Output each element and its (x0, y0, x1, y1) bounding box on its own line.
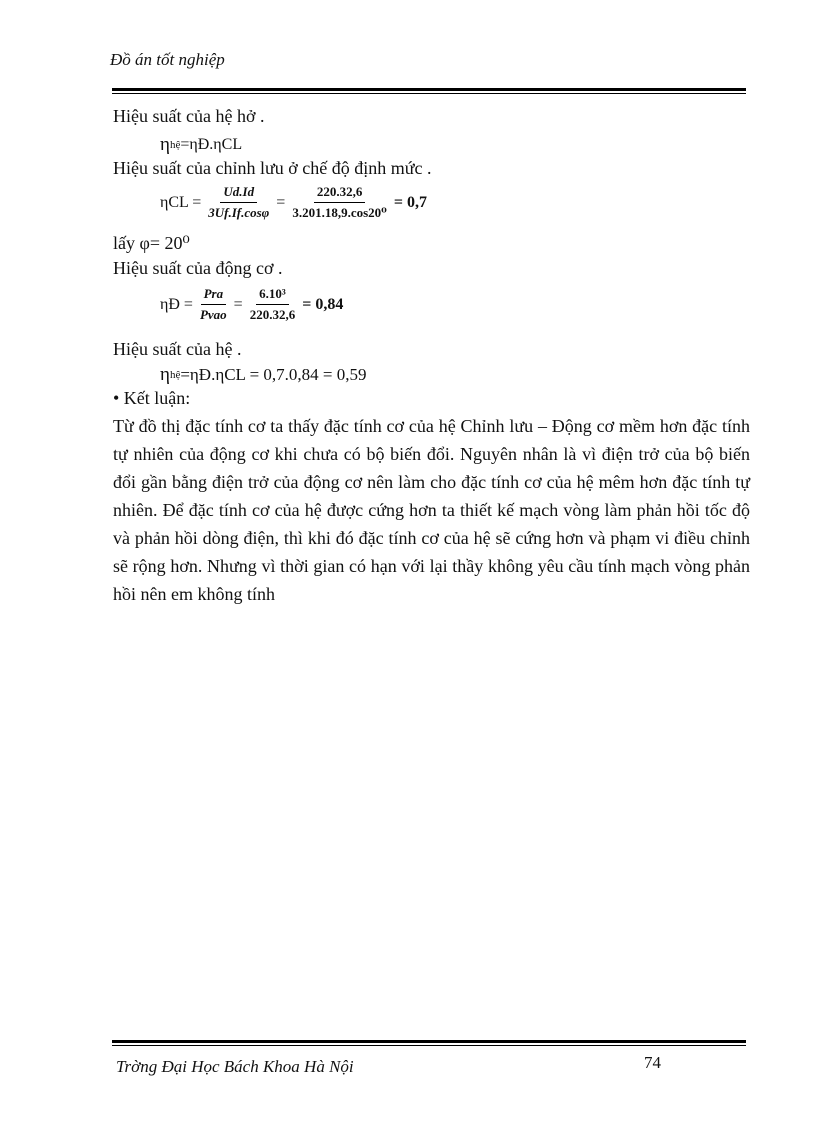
equation-efficiency-motor: ηĐ = $\frac{\text{Pra}}{\text{Pvao}}$ = $\frac{\text{6.10³}}{220.32,6}$ = 0,84 (160, 286, 344, 322)
fraction: $\frac{220.32,6}{\text{3.201.18,9.cos20⁰}}$ (292, 184, 387, 220)
text-line: Hiệu suất của hệ . (113, 339, 242, 359)
fraction: $\frac{\text{6.10³}}{220.32,6}$ (249, 286, 296, 322)
page-header-title: Đồ án tốt nghiệp (110, 50, 225, 69)
page-number: 74 (644, 1053, 661, 1072)
fraction: $\frac{Ud.Id}{3Uf.If.\cos\varphi}$ (208, 184, 270, 220)
header-rule (112, 88, 746, 94)
equation-efficiency-system-open: η hệ =ηĐ.ηCL (160, 134, 243, 155)
equation-efficiency-rectifier: ηCL = $\frac{Ud.Id}{3Uf.If.\cos\varphi}$ = $\frac{220.32,6}{\text{3.201.18,9.cos20⁰}}$ = 0,7 (160, 184, 427, 220)
conclusion-heading: • Kết luận: (113, 388, 191, 408)
text-line: lấy φ= 20⁰ (113, 233, 190, 253)
fraction: $\frac{\text{Pra}}{\text{Pvao}}$ (199, 286, 227, 322)
text-line: Hiệu suất của động cơ . (113, 258, 283, 278)
footer-rule (112, 1040, 746, 1046)
text-line: Hiệu suất của hệ hở . (113, 106, 265, 126)
footer-school: Trờng Đại Học Bách Khoa Hà Nội (116, 1057, 354, 1076)
text-line: Hiệu suất của chỉnh lưu ở chế độ định mức . (113, 158, 432, 178)
equation-efficiency-system: η hệ =ηĐ.ηCL = 0,7.0,84 = 0,59 (160, 364, 367, 385)
conclusion-paragraph: Từ đồ thị đặc tính cơ ta thấy đặc tính cơ của hệ Chỉnh lưu – Động cơ mềm hơn đặc tính tự nhiên của động cơ khi chưa có bộ biến đổi. Nguyên nhân là vì điện trở của bộ biến đổi gần bằng điện trở của động cơ nên làm cho đặc tính cơ của hệ mêm hơn đặc tính tự nhiên. Để đặc tính cơ của hệ được cứng hơn ta thiết kế mạch vòng làm phản hồi tốc độ và phản hồi dòng điện, thì khi đó đặc tính cơ của hệ sẽ cứng hơn và phạm vi điều chỉnh sẽ rộng hơn. Nhưng vì thời gian có hạn với lại thầy không yêu cầu tính mạch vòng phản hồi nên em không tính (113, 416, 750, 604)
